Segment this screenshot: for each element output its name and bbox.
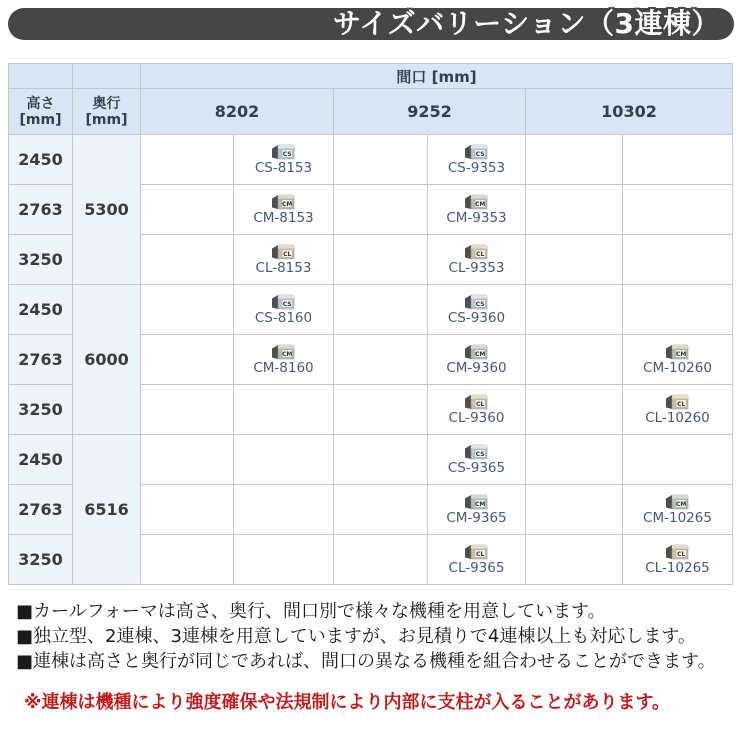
table-row: [9, 285, 733, 335]
depth-cell: 6516: [73, 435, 141, 585]
product-cs-8160[interactable]: [234, 293, 333, 326]
empty-cell: [526, 335, 623, 385]
empty-cell: [141, 185, 234, 235]
hut-icon-cs: [271, 293, 296, 311]
product-cs-9353[interactable]: [428, 143, 525, 176]
empty-cell: [141, 435, 234, 485]
svg-text:CM: CM: [475, 201, 486, 209]
note-item: ■独立型、2連棟、3連棟を用意していますが、お見積りで4連棟以上も対応します。: [16, 626, 696, 647]
product-cell: [428, 285, 526, 335]
empty-cell: [141, 235, 234, 285]
empty-cell: [334, 185, 428, 235]
empty-cell: [623, 185, 733, 235]
product-cm-9353[interactable]: [428, 193, 525, 226]
product-cs-8153[interactable]: [234, 143, 333, 176]
hut-icon-cm: [464, 193, 489, 211]
svg-text:CL: CL: [476, 551, 485, 559]
product-cm-10260[interactable]: [623, 343, 732, 376]
svg-text:CM: CM: [282, 351, 293, 359]
product-code: CS-8153: [254, 160, 313, 177]
empty-cell: [623, 235, 733, 285]
product-code: CM-10260: [643, 360, 712, 377]
hut-icon-cm: [464, 343, 489, 361]
product-cs-9360[interactable]: [428, 293, 525, 326]
product-code: CS-8160: [254, 310, 313, 327]
product-cm-8153[interactable]: [234, 193, 333, 226]
svg-text:CL: CL: [476, 251, 485, 259]
hut-icon-cs: [271, 143, 296, 161]
svg-text:CL: CL: [677, 401, 686, 409]
product-code: CL-9360: [448, 410, 505, 427]
empty-cell: [141, 285, 234, 335]
product-cell: [428, 135, 526, 185]
product-cm-10265[interactable]: [623, 493, 732, 526]
hut-icon-cm: [271, 343, 296, 361]
empty-cell: [141, 485, 234, 535]
size-variation-table: [8, 63, 733, 585]
page-title: サイズバリーション（3連棟）: [332, 7, 720, 40]
hut-icon-cl: [464, 543, 489, 561]
hut-icon-cl: [665, 393, 690, 411]
empty-cell: [334, 335, 428, 385]
frontage-8202-header: 8202: [141, 89, 334, 135]
product-code: CL-9353: [448, 260, 505, 277]
product-cm-9360[interactable]: [428, 343, 525, 376]
empty-cell: [334, 535, 428, 585]
frontage-9252-header: 9252: [334, 89, 526, 135]
product-code: CM-9353: [446, 210, 507, 227]
height-cell: 2763: [9, 185, 73, 235]
product-cell: [428, 535, 526, 585]
product-cl-10260[interactable]: [623, 393, 732, 426]
svg-text:CM: CM: [676, 351, 687, 359]
empty-cell: [141, 335, 234, 385]
empty-cell: [141, 385, 234, 435]
empty-cell: [526, 535, 623, 585]
empty-cell: [141, 535, 234, 585]
table-row: [9, 135, 733, 185]
product-code: CL-8153: [255, 260, 312, 277]
hut-icon-cm: [464, 493, 489, 511]
product-code: CS-9353: [447, 160, 506, 177]
title-bar: [8, 8, 734, 40]
empty-cell: [334, 385, 428, 435]
empty-cell: [526, 485, 623, 535]
product-code: CM-9360: [446, 360, 507, 377]
product-cell: [428, 485, 526, 535]
hut-icon-cm: [271, 193, 296, 211]
height-cell: 3250: [9, 385, 73, 435]
product-code: CM-10265: [643, 510, 712, 527]
svg-text:CL: CL: [476, 401, 485, 409]
height-cell: 3250: [9, 535, 73, 585]
empty-cell: [526, 385, 623, 435]
note-item: ■カールフォーマは高さ、奥行、間口別で様々な機種を用意しています。: [16, 601, 606, 622]
height-cell: 3250: [9, 235, 73, 285]
product-cell: [623, 485, 733, 535]
product-cell: [234, 135, 334, 185]
corner-cell: [73, 64, 141, 89]
empty-cell: [334, 235, 428, 285]
height-cell: 2450: [9, 135, 73, 185]
frontage-header: 間口 [mm]: [141, 64, 733, 89]
svg-text:CM: CM: [475, 351, 486, 359]
depth-cell: 5300: [73, 135, 141, 285]
product-cell: [623, 535, 733, 585]
svg-text:CL: CL: [677, 551, 686, 559]
frontage-10302-header: 10302: [526, 89, 733, 135]
product-cell: [623, 335, 733, 385]
warning-note: ※連棟は機種により強度確保や法規制により内部に支柱が入ることがあります。: [24, 692, 671, 713]
empty-cell: [141, 135, 234, 185]
empty-cell: [623, 135, 733, 185]
empty-cell: [234, 385, 334, 435]
svg-text:CS: CS: [282, 301, 292, 309]
product-cell: [234, 185, 334, 235]
product-cell: [234, 335, 334, 385]
empty-cell: [334, 435, 428, 485]
hut-icon-cl: [665, 543, 690, 561]
table-row: [9, 435, 733, 485]
product-code: CL-10265: [645, 560, 710, 577]
empty-cell: [526, 135, 623, 185]
product-cm-8160[interactable]: [234, 343, 333, 376]
product-cl-8153[interactable]: [234, 243, 333, 276]
svg-text:CS: CS: [475, 451, 485, 459]
product-code: CS-9365: [447, 460, 506, 477]
height-column-header: 高さ [mm]: [9, 89, 73, 135]
product-cm-9365[interactable]: [428, 493, 525, 526]
hut-icon-cl: [464, 243, 489, 261]
height-cell: 2763: [9, 335, 73, 385]
empty-cell: [234, 485, 334, 535]
hut-icon-cs: [464, 143, 489, 161]
empty-cell: [526, 235, 623, 285]
product-cell: [428, 185, 526, 235]
empty-cell: [234, 535, 334, 585]
svg-text:CS: CS: [282, 151, 292, 159]
notes-list: [16, 599, 740, 674]
svg-text:CM: CM: [475, 501, 486, 509]
product-code: CM-8153: [253, 210, 314, 227]
corner-cell: [9, 64, 73, 89]
product-code: CM-8160: [253, 360, 314, 377]
height-cell: 2763: [9, 485, 73, 535]
depth-cell: 6000: [73, 285, 141, 435]
product-cell: [428, 435, 526, 485]
product-cl-9365[interactable]: [428, 543, 525, 576]
product-cs-9365[interactable]: [428, 443, 525, 476]
empty-cell: [623, 285, 733, 335]
empty-cell: [334, 485, 428, 535]
product-cell: [234, 235, 334, 285]
height-cell: 2450: [9, 285, 73, 335]
height-cell: 2450: [9, 435, 73, 485]
empty-cell: [526, 185, 623, 235]
empty-cell: [334, 135, 428, 185]
svg-text:CL: CL: [283, 251, 292, 259]
product-cell: [623, 385, 733, 435]
product-cl-9353[interactable]: [428, 243, 525, 276]
product-cell: [234, 285, 334, 335]
hut-icon-cs: [464, 443, 489, 461]
empty-cell: [526, 435, 623, 485]
product-cl-10265[interactable]: [623, 543, 732, 576]
svg-text:CS: CS: [475, 301, 485, 309]
empty-cell: [334, 285, 428, 335]
hut-icon-cs: [464, 293, 489, 311]
svg-text:CM: CM: [282, 201, 293, 209]
note-item: ■連棟は高さと奥行が同じであれば、間口の異なる機種を組合わせることができます。: [16, 651, 716, 672]
svg-text:CS: CS: [475, 151, 485, 159]
empty-cell: [526, 285, 623, 335]
hut-icon-cl: [271, 243, 296, 261]
depth-column-header: 奥行 [mm]: [73, 89, 141, 135]
product-code: CM-9365: [446, 510, 507, 527]
product-cell: [428, 235, 526, 285]
page: [0, 8, 740, 714]
empty-cell: [234, 435, 334, 485]
svg-text:CM: CM: [676, 501, 687, 509]
hut-icon-cm: [665, 343, 690, 361]
hut-icon-cl: [464, 393, 489, 411]
empty-cell: [623, 435, 733, 485]
product-cell: [428, 385, 526, 435]
product-code: CL-10260: [645, 410, 710, 427]
product-cell: [428, 335, 526, 385]
hut-icon-cm: [665, 493, 690, 511]
product-cl-9360[interactable]: [428, 393, 525, 426]
product-code: CS-9360: [447, 310, 506, 327]
product-code: CL-9365: [448, 560, 505, 577]
